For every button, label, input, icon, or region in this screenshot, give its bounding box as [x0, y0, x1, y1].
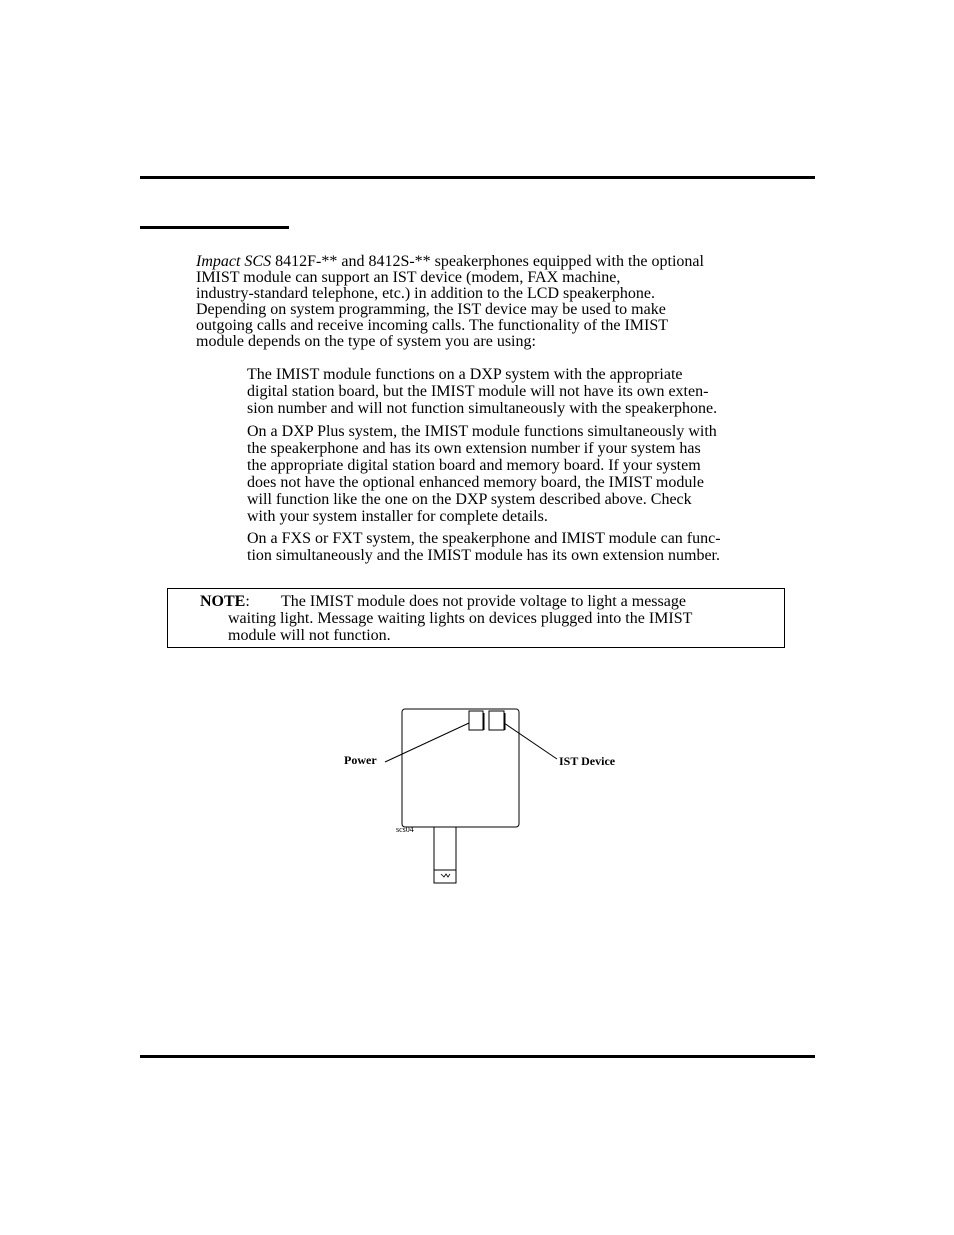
intro-line-5: outgoing calls and receive incoming calls. The functionality of the IMIST — [196, 317, 669, 334]
power-label: Power — [344, 753, 377, 767]
note-line-3: module will not function. — [228, 627, 391, 644]
note-label: NOTE — [200, 593, 246, 610]
intro-line-6: module depends on the type of system you are using: — [196, 333, 536, 350]
ist-device-label: IST Device — [559, 754, 616, 768]
product-name: Impact SCS — [196, 253, 272, 270]
module-cable — [434, 827, 456, 883]
fxs-fxt-system-paragraph: On a FXS or FXT system, the speakerphone and IMIST module can func- tion simultaneously and the IMIST module has its own extension number. — [247, 530, 721, 564]
note-line-2: waiting light. Message waiting lights on devices plugged into the IMIST — [228, 610, 693, 627]
imist-module-figure — [330, 700, 650, 890]
figure-code: scs04 — [396, 825, 414, 834]
note-first-row — [200, 593, 686, 610]
power-jack — [469, 711, 483, 730]
bottom-rule — [140, 1055, 815, 1058]
intro-line-4: Depending on system programming, the IST device may be used to make — [196, 301, 666, 318]
section-heading-rule — [140, 226, 289, 229]
ist-device-jack — [489, 711, 504, 730]
intro-line-2: IMIST module can support an IST device (modem, FAX machine, — [196, 269, 621, 286]
imist-module-drawing — [330, 700, 650, 890]
note-first-line: The IMIST module does not provide voltage to light a message — [281, 593, 686, 610]
intro-paragraph — [196, 254, 756, 350]
dxp-system-paragraph: The IMIST module functions on a DXP system with the appropriate digital station board, but the IMIST module will not have its own exten- sion number and will not function simultaneously with the speakerphone. — [247, 366, 718, 417]
dxp-plus-system-paragraph: On a DXP Plus system, the IMIST module functions simultaneously with the speakerphone and has its own extension number if your system has the appropriate digital station board and memory board. If your system does not have the optional enhanced memory board, the IMIST module will function like the one on the DXP system described above. Check with your system installer for complete details. — [247, 423, 717, 525]
intro-line-1: Impact SCS 8412F-** and 8412S-** speakerphones equipped with the optional — [196, 253, 704, 270]
top-rule — [140, 176, 815, 179]
note-colon: : — [245, 593, 250, 610]
intro-line-3: industry-standard telephone, etc.) in addition to the LCD speakerphone. — [196, 285, 655, 302]
note-box — [167, 588, 785, 648]
